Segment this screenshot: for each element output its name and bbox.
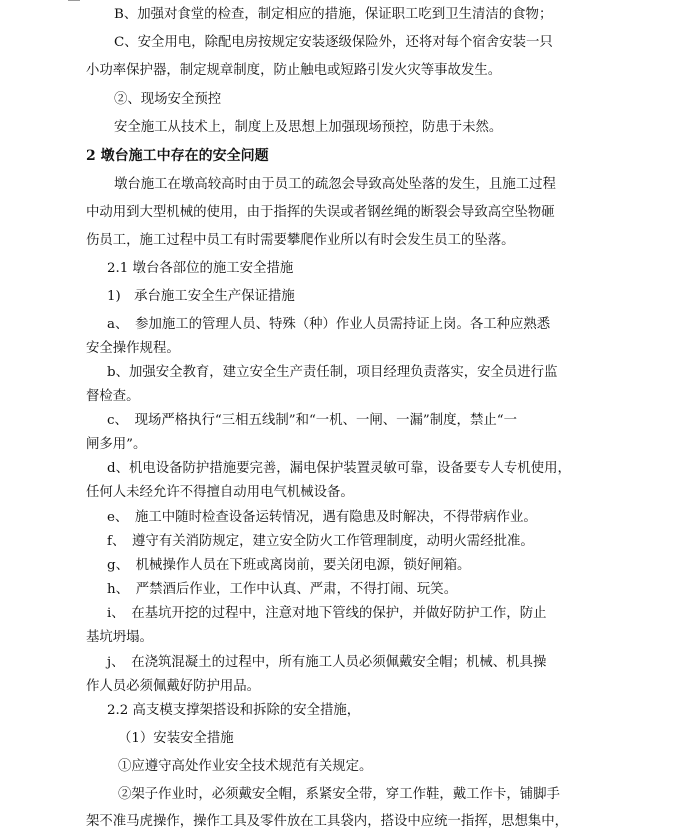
text-line: 闸多用”。 <box>86 437 147 452</box>
subsection-heading: 2.2 高支模支撑架搭设和拆除的安全措施， <box>107 703 361 718</box>
subsection-heading: 2.1 墩台各部位的施工安全措施 <box>107 261 294 276</box>
text-line: C、安全用电，除配电房按规定安装逐级保险外，还将对每个宿舍安装一只 <box>114 35 553 50</box>
text-line: i、 在基坑开挖的过程中，注意对地下管线的保护，并做好防护工作，防止 <box>107 606 547 621</box>
text-line: 督检查。 <box>86 389 140 404</box>
text-line: 墩台施工在墩高较高时由于员工的疏忽会导致高处坠落的发生，且施工过程 <box>114 177 556 192</box>
text-line: 中动用到大型机械的使用，由于指挥的失误或者钢丝绳的断裂会导致高空坠物砸 <box>86 205 555 220</box>
text-line: 小功率保护器，制定规章制度，防止触电或短路引发火灾等事故发生。 <box>86 63 502 78</box>
text-line: ①应遵守高处作业安全技术规范有关规定。 <box>118 759 373 774</box>
text-line: e、 施工中随时检查设备运转情况，遇有隐患及时解决，不得带病作业。 <box>107 510 537 525</box>
text-line: d、机电设备防护措施要完善，漏电保护装置灵敏可靠，设备要专人专机使用， <box>107 461 571 476</box>
text-line: j、 在浇筑混凝土的过程中，所有施工人员必须佩戴安全帽；机械、机具操 <box>107 655 547 670</box>
text-line: 安全操作规程。 <box>86 341 180 356</box>
page-corner-mark <box>68 0 80 4</box>
text-line: ②、现场安全预控 <box>114 92 222 107</box>
text-line: 基坑坍塌。 <box>86 630 153 645</box>
text-line: 作人员必须佩戴好防护用品。 <box>86 679 261 694</box>
text-line: a、 参加施工的管理人员、特殊（种）作业人员需持证上岗。各工种应熟悉 <box>107 317 551 332</box>
text-line: 安全施工从技术上，制度上及思想上加强现场预控，防患于未然。 <box>114 120 503 135</box>
text-line: 1) 承台施工安全生产保证措施 <box>107 289 295 304</box>
text-line: ②架子作业时，必须戴安全帽，系紧安全带，穿工作鞋，戴工作卡，铺脚手 <box>118 787 560 802</box>
text-line: h、 严禁酒后作业，工作中认真、严肃，不得打闹、玩笑。 <box>107 582 458 597</box>
text-line: g、 机械操作人员在下班或离岗前，要关闭电源，锁好闸箱。 <box>107 558 471 573</box>
text-line: 伤员工，施工过程中员工有时需要攀爬作业所以有时会发生员工的坠落。 <box>86 233 515 248</box>
text-line: 任何人未经允许不得擅自动用电气机械设备。 <box>86 485 354 500</box>
text-line: c、 现场严格执行“三相五线制”和“一机、一闸、一漏”制度，禁止“一 <box>107 413 517 428</box>
text-line: 架不准马虎操作，操作工具及零件放在工具袋内，搭设中应统一指挥，思想集中， <box>86 814 569 829</box>
text-line: B、加强对食堂的检查，制定相应的措施，保证职工吃到卫生清洁的食物； <box>114 7 553 22</box>
text-line: b、加强安全教育，建立安全生产责任制，项目经理负责落实，安全员进行监 <box>107 365 558 380</box>
text-line: f、 遵守有关消防规定，建立安全防火工作管理制度，动明火需经批准。 <box>107 534 534 549</box>
text-line: （1）安装安全措施 <box>118 731 234 746</box>
section-heading: 2 墩台施工中存在的安全问题 <box>86 148 269 164</box>
